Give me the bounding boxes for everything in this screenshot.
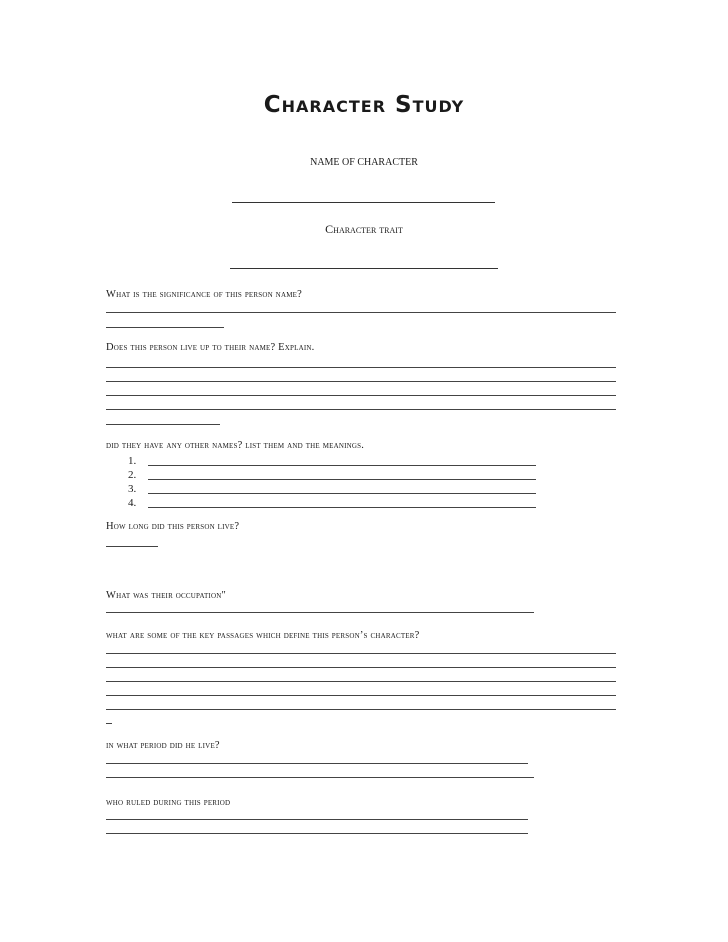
answer-line[interactable]: [106, 695, 616, 696]
list-number: 2.: [128, 469, 137, 481]
list-number: 1.: [128, 455, 137, 467]
answer-line[interactable]: [106, 653, 616, 654]
answer-line[interactable]: [106, 367, 616, 368]
question-how-long-live: How long did this person live?: [106, 521, 240, 532]
question-occupation: What was their occupation": [106, 590, 226, 601]
page-title: Character Study: [263, 92, 465, 118]
answer-line[interactable]: [106, 819, 528, 820]
character-trait-line[interactable]: [230, 268, 498, 269]
name-of-character-label: NAME OF CHARACTER: [310, 157, 418, 168]
name-of-character-line[interactable]: [232, 202, 495, 203]
question-live-up-to-name: Does this person live up to their name? Explain.: [106, 342, 315, 353]
list-number: 4.: [128, 497, 137, 509]
answer-line[interactable]: [106, 612, 534, 613]
question-other-names: did they have any other names? list them and the meanings.: [106, 440, 365, 451]
answer-line[interactable]: [106, 723, 112, 724]
answer-line[interactable]: [106, 777, 534, 778]
answer-line[interactable]: [106, 312, 616, 313]
character-trait-label: Character trait: [325, 222, 403, 236]
question-significance: What is the significance of this person name?: [106, 289, 302, 300]
answer-line[interactable]: [106, 681, 616, 682]
answer-line[interactable]: [106, 409, 616, 410]
list-answer-line[interactable]: [148, 507, 536, 508]
answer-line[interactable]: [106, 327, 224, 328]
answer-line[interactable]: [106, 709, 616, 710]
answer-line[interactable]: [106, 833, 528, 834]
answer-line[interactable]: [106, 546, 158, 547]
list-answer-line[interactable]: [148, 493, 536, 494]
question-who-ruled: who ruled during this period: [106, 797, 231, 808]
list-number: 3.: [128, 483, 137, 495]
answer-line[interactable]: [106, 424, 220, 425]
answer-line[interactable]: [106, 763, 528, 764]
answer-line[interactable]: [106, 395, 616, 396]
list-answer-line[interactable]: [148, 465, 536, 466]
question-period: in what period did he live?: [106, 740, 220, 751]
answer-line[interactable]: [106, 381, 616, 382]
list-answer-line[interactable]: [148, 479, 536, 480]
answer-line[interactable]: [106, 667, 616, 668]
question-key-passages: what are some of the key passages which define this person’s character?: [106, 630, 420, 641]
